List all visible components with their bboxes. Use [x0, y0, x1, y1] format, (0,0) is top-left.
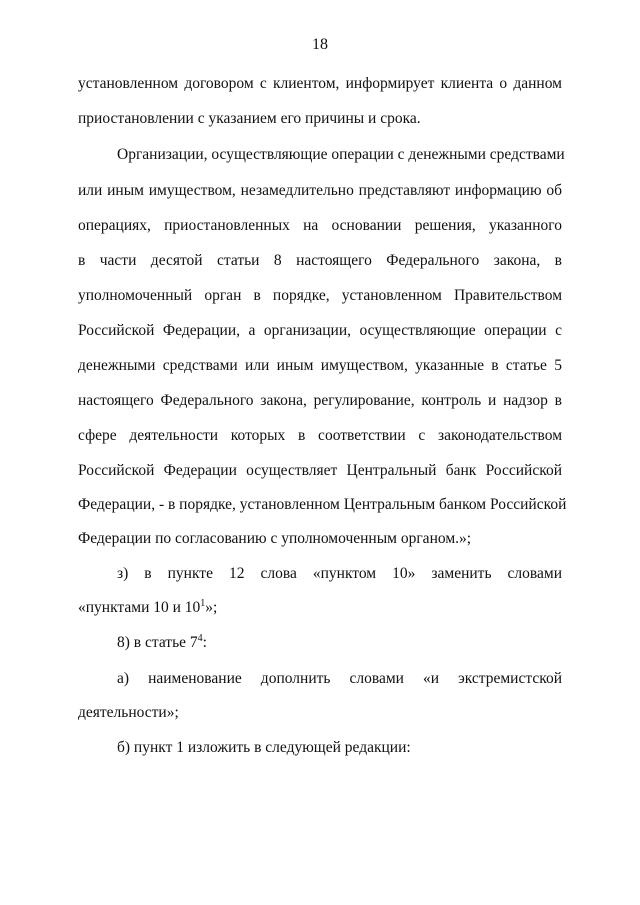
text-line: денежными средствами или иным имуществом, указанные в статье 5: [78, 357, 562, 374]
text-fragment: :: [202, 634, 207, 651]
item-8-line: [117, 633, 562, 653]
text-fragment: «пунктами 10 и 10: [78, 599, 201, 616]
text-fragment: »;: [205, 599, 218, 616]
text-line: приостановлении с указанием его причины и срока.: [78, 110, 421, 127]
text-line: уполномоченный орган в порядке, установленном Правительством: [78, 287, 562, 304]
text-line: Федерации по согласованию с уполномоченным органом.»;: [78, 530, 472, 547]
text-line: Российской Федерации, а организации, осуществляющие операции с: [78, 322, 562, 339]
text-line: установленном договором с клиентом, информирует клиента о данном: [78, 75, 562, 92]
item-b-line: б) пункт 1 изложить в следующей редакции:: [117, 739, 411, 756]
text-line: сфере деятельности которых в соответствии с законодательством: [78, 427, 562, 444]
text-line: Федерации, - в порядке, установленном Центральным банком Российской: [78, 496, 567, 513]
paragraph-first-line: Организации, осуществляющие операции с денежными средствами: [117, 146, 565, 163]
page-number: 18: [312, 36, 328, 53]
text-line: Российской Федерации осуществляет Центральный банк Российской: [78, 462, 562, 479]
text-line: в части десятой статьи 8 настоящего Федерального закона, в: [78, 252, 562, 269]
text-line: или иным имуществом, незамедлительно представляют информацию об: [78, 182, 562, 199]
text-line: настоящего Федерального закона, регулирование, контроль и надзор в: [78, 392, 562, 409]
item-a-first-line: а) наименование дополнить словами «и экстремистской: [117, 670, 562, 687]
item-z-first-line: з) в пункте 12 слова «пунктом 10» заменить словами: [117, 565, 562, 582]
text-line: операциях, приостановленных на основании решения, указанного: [78, 217, 562, 234]
superscript: 1: [200, 598, 206, 609]
text-fragment: 8) в статье 7: [117, 634, 198, 651]
item-a-second-line: деятельности»;: [78, 704, 179, 721]
superscript: 4: [197, 633, 203, 644]
item-z-second-line: [78, 598, 562, 618]
